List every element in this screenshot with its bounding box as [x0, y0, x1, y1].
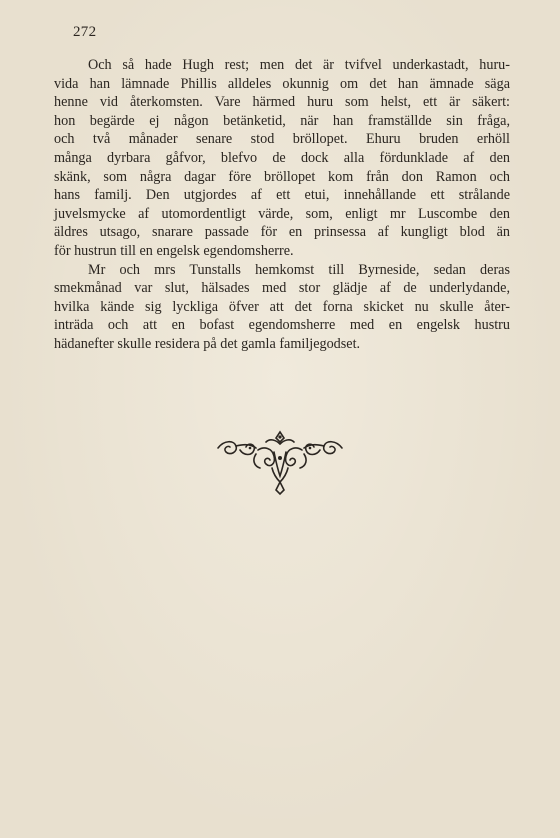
- text-line: hädanefter skulle residera på det gamla familjegodset.: [54, 335, 361, 352]
- text-line: skänk, som några dagar före bröllopet kom från don Ramon och: [54, 168, 510, 185]
- body-text: [54, 56, 510, 354]
- text-line: och två månader senare stod bröllopet. Ehuru bruden erhöll: [54, 131, 510, 148]
- paragraph-2: [54, 261, 510, 354]
- text-line: för hustrun till en engelsk egendomsherre.: [54, 242, 294, 259]
- text-line: äldres utsago, snarare passade för en prinsessa af kungligt blod än: [54, 224, 510, 241]
- text-line: juvelsmycke af utomordentligt värde, som, enligt mr Luscombe den: [54, 205, 510, 222]
- text-line: Och så hade Hugh rest; men det är tvifvel underkastadt, huru-: [88, 57, 510, 73]
- text-line: hans familj. Den utgjordes af ett etui, innehållande ett strålande: [54, 187, 510, 204]
- text-line: inträda och att en bofast egendomsherre med en engelsk hustru: [54, 317, 510, 334]
- text-line: vida han lämnade Phillis alldeles okunnig om det han ämnade säga: [54, 75, 510, 92]
- text-line: hvilka kände sig lyckliga öfver att det forna skicket nu skulle åter-: [54, 298, 510, 315]
- paragraph-1: [54, 56, 510, 261]
- page-number: 272: [73, 24, 97, 40]
- text-line: henne vid återkomsten. Vare härmed huru som helst, ett är säkert:: [54, 94, 510, 111]
- text-line: många dyrbara gåfvor, blefvo de dock alla fördunklade af den: [54, 149, 510, 166]
- text-line: hon begärde ej någon betänketid, när han framställde sin fråga,: [54, 112, 510, 129]
- text-line: smekmånad var slut, hälsades med stor glädje af de underlydande,: [54, 280, 510, 297]
- text-line: Mr och mrs Tunstalls hemkomst till Byrneside, sedan deras: [88, 261, 510, 278]
- decorative-vignette-icon: [210, 428, 350, 498]
